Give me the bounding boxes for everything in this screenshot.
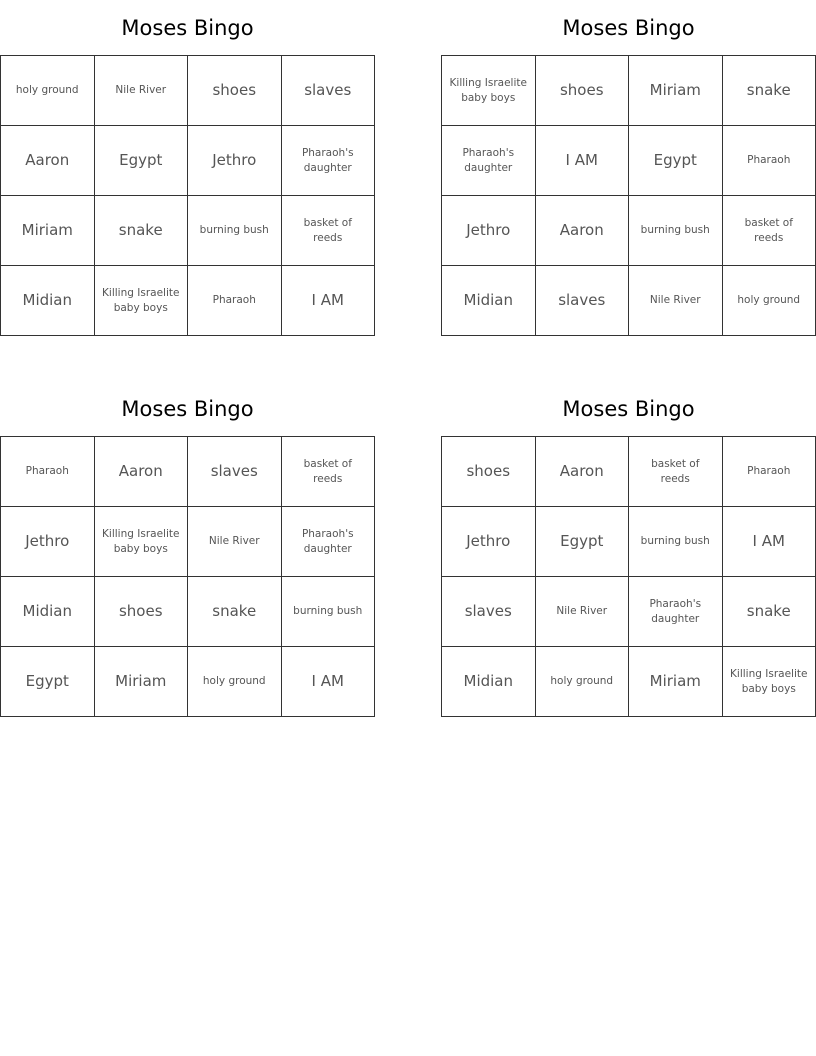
bingo-cell: Jethro [442,507,536,577]
card-title: Moses Bingo [562,15,695,40]
bingo-cell: burning bush [629,196,723,266]
card-title: Moses Bingo [121,396,254,421]
bingo-cell: Midian [442,266,536,336]
bingo-cell: snake [723,56,816,126]
bingo-cell: Jethro [188,126,282,196]
bingo-cell: burning bush [629,507,723,577]
bingo-cell: I AM [282,647,376,717]
bingo-cell: Killing Israelite baby boys [442,56,536,126]
bingo-cell: Aaron [536,437,630,507]
bingo-cell: shoes [95,577,189,647]
bingo-cell: basket of reeds [282,437,376,507]
bingo-cell: Nile River [629,266,723,336]
bingo-cell: I AM [536,126,630,196]
bingo-cell: Egypt [1,647,95,717]
bingo-cell: Nile River [536,577,630,647]
bingo-cell: slaves [536,266,630,336]
bingo-cell: Midian [442,647,536,717]
bingo-cell: snake [95,196,189,266]
bingo-cell: Midian [1,577,95,647]
bingo-cell: I AM [282,266,376,336]
bingo-cell: Miriam [95,647,189,717]
bingo-cell: Pharaoh's daughter [282,507,376,577]
bingo-card-3 [0,381,375,717]
card-title: Moses Bingo [562,396,695,421]
bingo-cell: basket of reeds [282,196,376,266]
bingo-cell: shoes [442,437,536,507]
bingo-cell: snake [723,577,816,647]
bingo-cell: Pharaoh's daughter [282,126,376,196]
bingo-cell: Aaron [536,196,630,266]
bingo-grid [0,436,375,717]
bingo-cell: snake [188,577,282,647]
bingo-cell: Miriam [1,196,95,266]
bingo-card-2 [441,0,816,336]
bingo-cell: Egypt [536,507,630,577]
bingo-cell: basket of reeds [723,196,816,266]
bingo-cell: slaves [442,577,536,647]
bingo-cell: Pharaoh [188,266,282,336]
bingo-cell: shoes [188,56,282,126]
bingo-cell: Pharaoh's daughter [442,126,536,196]
bingo-cell: Pharaoh's daughter [629,577,723,647]
bingo-cell: Jethro [1,507,95,577]
bingo-cell: burning bush [282,577,376,647]
bingo-card-1 [0,0,375,336]
bingo-cell: Aaron [1,126,95,196]
bingo-cell: Killing Israelite baby boys [95,266,189,336]
bingo-cell: basket of reeds [629,437,723,507]
bingo-cell: Pharaoh [723,126,816,196]
bingo-grid [441,55,816,336]
bingo-cell: Killing Israelite baby boys [723,647,816,717]
bingo-cell: Egypt [95,126,189,196]
bingo-cell: holy ground [1,56,95,126]
bingo-cell: holy ground [188,647,282,717]
bingo-cell: Midian [1,266,95,336]
bingo-cell: Killing Israelite baby boys [95,507,189,577]
bingo-cell: holy ground [723,266,816,336]
bingo-cell: Nile River [95,56,189,126]
bingo-grid [441,436,816,717]
bingo-cell: slaves [282,56,376,126]
card-title: Moses Bingo [121,15,254,40]
bingo-cell: slaves [188,437,282,507]
bingo-cell: Miriam [629,647,723,717]
bingo-cell: Miriam [629,56,723,126]
bingo-grid [0,55,375,336]
bingo-cell: Jethro [442,196,536,266]
bingo-cell: I AM [723,507,816,577]
bingo-cell: Pharaoh [1,437,95,507]
bingo-cell: burning bush [188,196,282,266]
bingo-cell: Egypt [629,126,723,196]
bingo-cell: Pharaoh [723,437,816,507]
bingo-cell: Nile River [188,507,282,577]
bingo-card-4 [441,381,816,717]
bingo-cell: holy ground [536,647,630,717]
bingo-cell: shoes [536,56,630,126]
bingo-cell: Aaron [95,437,189,507]
